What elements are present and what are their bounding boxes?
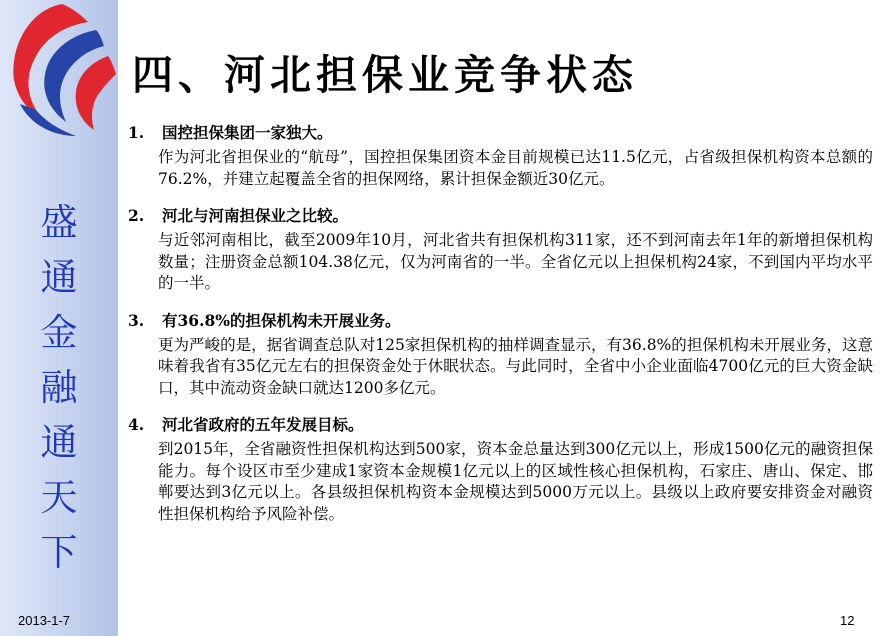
section-item (128, 122, 873, 190)
sidebar (0, 0, 118, 636)
sidebar-char: 天 (40, 476, 78, 519)
sidebar-char: 通 (40, 256, 78, 299)
section-heading (128, 310, 873, 332)
section-body: 作为河北省担保业的“航母”，国控担保集团资本金目前规模已达11.5亿元，占省级担保机构资本总额的76.2%，并建立起覆盖全省的担保网络，累计担保金额近30亿元。 (158, 148, 873, 188)
sidebar-char: 融 (40, 366, 78, 409)
section-heading (128, 122, 873, 144)
section-number: 2. (128, 206, 145, 225)
sidebar-char: 通 (40, 421, 78, 464)
section-item (128, 205, 873, 295)
sidebar-vertical-text (33, 195, 85, 580)
company-logo-icon (0, 0, 118, 140)
slide-content (128, 122, 873, 540)
section-body: 与近邻河南相比，截至2009年10月，河北省共有担保机构311家，还不到河南去年1年的新增担保机构数量；注册资金总额104.38亿元，仅为河南省的一半。全省亿元以上担保机构24家，不到国内平均水平的一半。 (158, 231, 873, 292)
section-item (128, 414, 873, 525)
section-heading-text: 河北与河南担保业之比较。 (162, 206, 349, 225)
sidebar-char: 盛 (40, 201, 78, 244)
section-number: 1. (128, 123, 145, 142)
sidebar-char: 下 (40, 531, 78, 574)
section-heading-text: 河北省政府的五年发展目标。 (162, 415, 364, 434)
page-title: 四、河北担保业竞争状态 (132, 51, 638, 99)
section-body: 到2015年，全省融资性担保机构达到500家，资本金总量达到300亿元以上，形成1500亿元的融资担保能力。每个设区市至少建成1家资本金规模1亿元以上的区域性核心担保机构，石家庄、唐山、保定、邯郸要达到3亿元以上。各县级担保机构资本金规模达到5000万元以上。县级以上政府要安排资金对融资性担保机构给予风险补偿。 (158, 440, 873, 523)
section-heading-text: 国控担保集团一家独大。 (162, 123, 333, 142)
section-heading-text: 有36.8%的担保机构未开展业务。 (162, 310, 401, 330)
section-number: 3. (128, 310, 145, 330)
sidebar-char: 金 (40, 311, 78, 354)
page-number: 12 (840, 613, 855, 628)
section-body: 更为严峻的是，据省调查总队对125家担保机构的抽样调查显示，有36.8%的担保机构未开展业务，这意味着我省有35亿元左右的担保资金处于休眠状态。与此同时，全省中小企业面临4700亿元的巨大资金缺口，其中流动资金缺口就达1200多亿元。 (158, 335, 873, 397)
section-item (128, 310, 873, 400)
section-number: 4. (128, 415, 145, 434)
section-heading (128, 414, 873, 436)
section-heading (128, 205, 873, 227)
slide-date: 2013-1-7 (18, 613, 71, 628)
